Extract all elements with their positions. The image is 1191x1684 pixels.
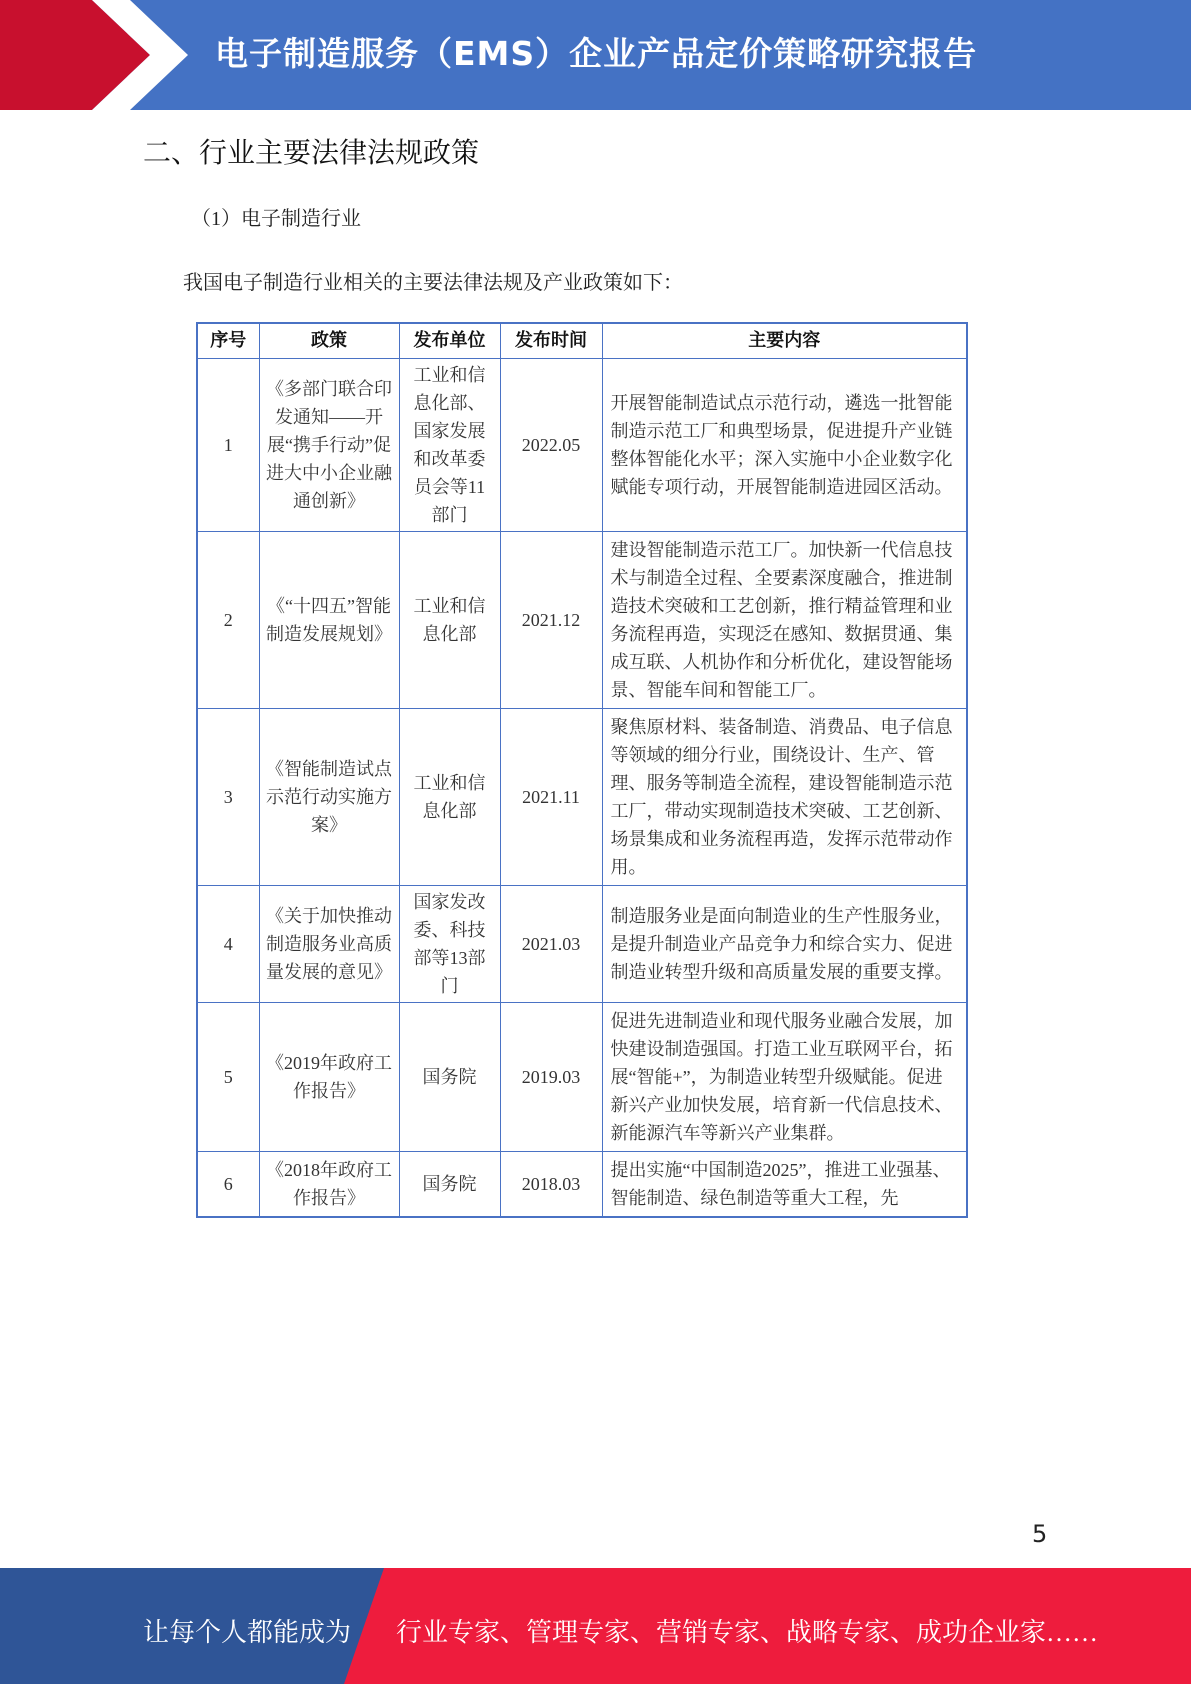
cell-no: 3 — [197, 709, 259, 886]
header-policy: 政策 — [259, 323, 399, 359]
policy-table — [196, 322, 968, 1218]
table-header-row — [197, 323, 967, 359]
cell-org: 工业和信息化部、国家发展和改革委员会等11部门 — [399, 359, 500, 532]
cell-no: 2 — [197, 532, 259, 709]
cell-policy: 《多部门联合印发通知——开展“携手行动”促进大中小企业融通创新》 — [259, 359, 399, 532]
cell-no: 4 — [197, 886, 259, 1003]
footer-slogan-left: 让每个人都能成为 — [143, 1618, 352, 1647]
table-row — [197, 1152, 967, 1218]
table-row — [197, 1003, 967, 1152]
header-content: 主要内容 — [602, 323, 967, 359]
section-title: 二、行业主要法律法规政策 — [143, 136, 480, 169]
cell-content: 促进先进制造业和现代服务业融合发展，加快建设制造强国。打造工业互联网平台，拓展“智能+”，为制造业转型升级赋能。促进新兴产业加快发展，培育新一代信息技术、新能源汽车等新兴产业集群。 — [602, 1003, 967, 1152]
cell-org: 工业和信息化部 — [399, 532, 500, 709]
header-no: 序号 — [197, 323, 259, 359]
cell-org: 国务院 — [399, 1003, 500, 1152]
footer-banner — [0, 1568, 1191, 1684]
cell-date: 2021.12 — [500, 532, 602, 709]
report-title: 电子制造服务（EMS）企业产品定价策略研究报告 — [215, 34, 978, 73]
cell-no: 6 — [197, 1152, 259, 1218]
cell-date: 2019.03 — [500, 1003, 602, 1152]
cell-no: 5 — [197, 1003, 259, 1152]
header-org: 发布单位 — [399, 323, 500, 359]
cell-policy: 《2018年政府工作报告》 — [259, 1152, 399, 1218]
cell-date: 2022.05 — [500, 359, 602, 532]
cell-no: 1 — [197, 359, 259, 532]
cell-content: 聚焦原材料、装备制造、消费品、电子信息等领域的细分行业，围绕设计、生产、管理、服务等制造全流程，建设智能制造示范工厂，带动实现制造技术突破、工艺创新、场景集成和业务流程再造，发挥示范带动作用。 — [602, 709, 967, 886]
header-date: 发布时间 — [500, 323, 602, 359]
cell-date: 2021.11 — [500, 709, 602, 886]
subsection-title: （1）电子制造行业 — [191, 208, 361, 230]
table-row — [197, 709, 967, 886]
table-row — [197, 886, 967, 1003]
cell-content: 开展智能制造试点示范行动，遴选一批智能制造示范工厂和典型场景，促进提升产业链整体智能化水平；深入实施中小企业数字化赋能专项行动，开展智能制造进园区活动。 — [602, 359, 967, 532]
cell-org: 工业和信息化部 — [399, 709, 500, 886]
cell-policy: 《“十四五”智能制造发展规划》 — [259, 532, 399, 709]
table-row — [197, 359, 967, 532]
cell-content: 建设智能制造示范工厂。加快新一代信息技术与制造全过程、全要素深度融合，推进制造技术突破和工艺创新，推行精益管理和业务流程再造，实现泛在感知、数据贯通、集成互联、人机协作和分析优化，建设智能场景、智能车间和智能工厂。 — [602, 532, 967, 709]
cell-policy: 《关于加快推动制造服务业高质量发展的意见》 — [259, 886, 399, 1003]
table-row — [197, 532, 967, 709]
cell-org: 国家发改委、科技部等13部门 — [399, 886, 500, 1003]
cell-content: 提出实施“中国制造2025”，推进工业强基、智能制造、绿色制造等重大工程，先 — [602, 1152, 967, 1218]
cell-policy: 《智能制造试点示范行动实施方案》 — [259, 709, 399, 886]
intro-paragraph: 我国电子制造行业相关的主要法律法规及产业政策如下： — [183, 272, 683, 294]
cell-content: 制造服务业是面向制造业的生产性服务业，是提升制造业产品竞争力和综合实力、促进制造业转型升级和高质量发展的重要支撑。 — [602, 886, 967, 1003]
footer-slogan-right: 行业专家、管理专家、营销专家、战略专家、成功企业家…… — [396, 1618, 1099, 1647]
cell-date: 2021.03 — [500, 886, 602, 1003]
page-number: 5 — [1032, 1520, 1048, 1548]
cell-org: 国务院 — [399, 1152, 500, 1218]
cell-date: 2018.03 — [500, 1152, 602, 1218]
header-banner — [0, 0, 1191, 110]
cell-policy: 《2019年政府工作报告》 — [259, 1003, 399, 1152]
